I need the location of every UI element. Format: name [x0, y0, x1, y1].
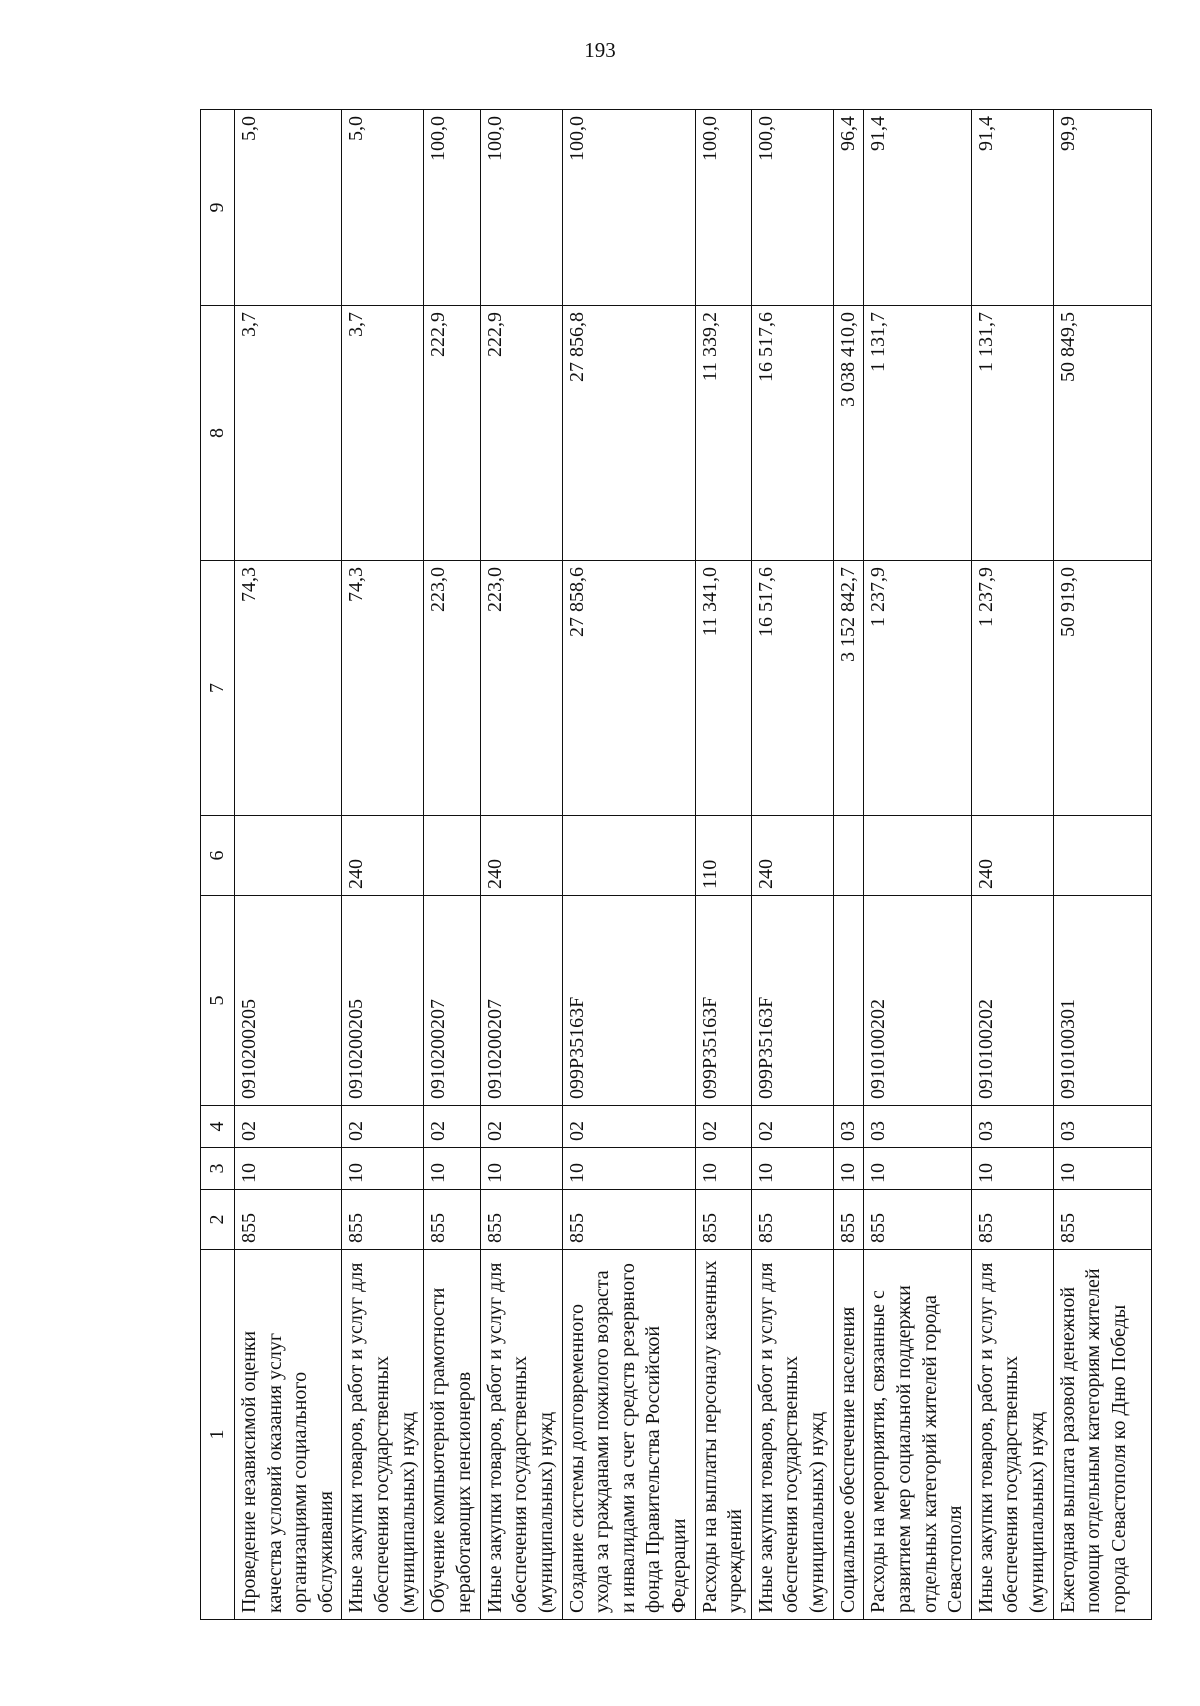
target-article-cell: 0910100202	[971, 896, 1053, 1106]
table-row	[342, 110, 424, 1620]
code-cell: 855	[480, 1190, 562, 1250]
row-name-cell: Социальное обеспечение населения	[833, 1250, 864, 1620]
plan-cell: 50 919,0	[1053, 561, 1151, 816]
section-cell: 10	[751, 1148, 833, 1190]
code-cell: 855	[342, 1190, 424, 1250]
expense-type-cell	[864, 816, 971, 896]
subsection-cell: 03	[971, 1106, 1053, 1148]
table-row	[971, 110, 1053, 1620]
code-cell: 855	[833, 1190, 864, 1250]
subsection-cell: 02	[480, 1106, 562, 1148]
expense-type-cell	[235, 816, 342, 896]
actual-cell: 3,7	[342, 306, 424, 561]
table-row	[1053, 110, 1151, 1620]
rotated-table-container	[200, 110, 1130, 1620]
subsection-cell: 02	[562, 1106, 695, 1148]
actual-cell: 3 038 410,0	[833, 306, 864, 561]
percent-cell: 91,4	[864, 110, 971, 306]
header-cell: 8	[201, 306, 235, 561]
expense-type-cell: 110	[695, 816, 751, 896]
row-name-cell: Иные закупки товаров, работ и услуг для обеспечения государственных (муниципальных) нужд	[971, 1250, 1053, 1620]
target-article-cell: 0910100301	[1053, 896, 1151, 1106]
table-row	[235, 110, 342, 1620]
code-cell: 855	[235, 1190, 342, 1250]
actual-cell: 27 856,8	[562, 306, 695, 561]
code-cell: 855	[695, 1190, 751, 1250]
plan-cell: 16 517,6	[751, 561, 833, 816]
header-cell: 2	[201, 1190, 235, 1250]
percent-cell: 100,0	[424, 110, 480, 306]
table-row	[864, 110, 971, 1620]
budget-table	[200, 109, 1152, 1620]
table-row	[480, 110, 562, 1620]
expense-type-cell	[562, 816, 695, 896]
percent-cell: 96,4	[833, 110, 864, 306]
plan-cell: 27 858,6	[562, 561, 695, 816]
target-article-cell: 0910200205	[235, 896, 342, 1106]
section-cell: 10	[342, 1148, 424, 1190]
percent-cell: 5,0	[235, 110, 342, 306]
actual-cell: 3,7	[235, 306, 342, 561]
expense-type-cell	[1053, 816, 1151, 896]
table-header-row	[201, 110, 235, 1620]
code-cell: 855	[424, 1190, 480, 1250]
page-number: 193	[584, 38, 616, 62]
target-article-cell: 099P35163F	[562, 896, 695, 1106]
row-name-cell: Расходы на выплаты персоналу казенных учреждений	[695, 1250, 751, 1620]
section-cell: 10	[424, 1148, 480, 1190]
code-cell: 855	[751, 1190, 833, 1250]
header-cell: 7	[201, 561, 235, 816]
table-row	[751, 110, 833, 1620]
actual-cell: 16 517,6	[751, 306, 833, 561]
percent-cell: 100,0	[695, 110, 751, 306]
plan-cell: 223,0	[424, 561, 480, 816]
expense-type-cell: 240	[480, 816, 562, 896]
actual-cell: 50 849,5	[1053, 306, 1151, 561]
header-cell: 5	[201, 896, 235, 1106]
subsection-cell: 02	[695, 1106, 751, 1148]
subsection-cell: 02	[342, 1106, 424, 1148]
section-cell: 10	[480, 1148, 562, 1190]
expense-type-cell	[424, 816, 480, 896]
actual-cell: 222,9	[480, 306, 562, 561]
actual-cell: 1 131,7	[864, 306, 971, 561]
header-cell: 3	[201, 1148, 235, 1190]
row-name-cell: Иные закупки товаров, работ и услуг для обеспечения государственных (муниципальных) нужд	[751, 1250, 833, 1620]
plan-cell: 1 237,9	[971, 561, 1053, 816]
actual-cell: 11 339,2	[695, 306, 751, 561]
section-cell: 10	[695, 1148, 751, 1190]
section-cell: 10	[235, 1148, 342, 1190]
code-cell: 855	[562, 1190, 695, 1250]
code-cell: 855	[971, 1190, 1053, 1250]
expense-type-cell: 240	[751, 816, 833, 896]
subsection-cell: 02	[424, 1106, 480, 1148]
header-cell: 6	[201, 816, 235, 896]
table-row	[424, 110, 480, 1620]
row-name-cell: Ежегодная выплата разовой денежной помощи отдельным категориям жителей города Севастополя ко Дню Победы	[1053, 1250, 1151, 1620]
subsection-cell: 02	[235, 1106, 342, 1148]
section-cell: 10	[971, 1148, 1053, 1190]
subsection-cell: 03	[1053, 1106, 1151, 1148]
percent-cell: 91,4	[971, 110, 1053, 306]
percent-cell: 100,0	[751, 110, 833, 306]
section-cell: 10	[1053, 1148, 1151, 1190]
target-article-cell	[833, 896, 864, 1106]
plan-cell: 223,0	[480, 561, 562, 816]
plan-cell: 74,3	[342, 561, 424, 816]
header-cell: 9	[201, 110, 235, 306]
row-name-cell: Создание системы долговременного ухода за гражданами пожилого возраста и инвалидами за счет средств резервного фонда Правительства Российской Федерации	[562, 1250, 695, 1620]
target-article-cell: 0910200207	[480, 896, 562, 1106]
percent-cell: 100,0	[480, 110, 562, 306]
subsection-cell: 02	[751, 1106, 833, 1148]
section-cell: 10	[864, 1148, 971, 1190]
header-cell: 1	[201, 1250, 235, 1620]
expense-type-cell: 240	[342, 816, 424, 896]
plan-cell: 3 152 842,7	[833, 561, 864, 816]
section-cell: 10	[833, 1148, 864, 1190]
table-row	[562, 110, 695, 1620]
target-article-cell: 0910100202	[864, 896, 971, 1106]
row-name-cell: Иные закупки товаров, работ и услуг для обеспечения государственных (муниципальных) нужд	[480, 1250, 562, 1620]
expense-type-cell: 240	[971, 816, 1053, 896]
plan-cell: 1 237,9	[864, 561, 971, 816]
subsection-cell: 03	[864, 1106, 971, 1148]
percent-cell: 5,0	[342, 110, 424, 306]
subsection-cell: 03	[833, 1106, 864, 1148]
row-name-cell: Иные закупки товаров, работ и услуг для обеспечения государственных (муниципальных) нужд	[342, 1250, 424, 1620]
row-name-cell: Расходы на мероприятия, связанные с развитием мер социальной поддержки отдельных категорий жителей города Севастополя	[864, 1250, 971, 1620]
actual-cell: 1 131,7	[971, 306, 1053, 561]
row-name-cell: Обучение компьютерной грамотности неработающих пенсионеров	[424, 1250, 480, 1620]
section-cell: 10	[562, 1148, 695, 1190]
target-article-cell: 099P35163F	[751, 896, 833, 1106]
percent-cell: 99,9	[1053, 110, 1151, 306]
table-row	[833, 110, 864, 1620]
code-cell: 855	[864, 1190, 971, 1250]
percent-cell: 100,0	[562, 110, 695, 306]
plan-cell: 11 341,0	[695, 561, 751, 816]
row-name-cell: Проведение независимой оценки качества условий оказания услуг организациями социального обслуживания	[235, 1250, 342, 1620]
target-article-cell: 0910200207	[424, 896, 480, 1106]
target-article-cell: 0910200205	[342, 896, 424, 1106]
header-cell: 4	[201, 1106, 235, 1148]
plan-cell: 74,3	[235, 561, 342, 816]
table-row	[695, 110, 751, 1620]
expense-type-cell	[833, 816, 864, 896]
target-article-cell: 099P35163F	[695, 896, 751, 1106]
code-cell: 855	[1053, 1190, 1151, 1250]
actual-cell: 222,9	[424, 306, 480, 561]
